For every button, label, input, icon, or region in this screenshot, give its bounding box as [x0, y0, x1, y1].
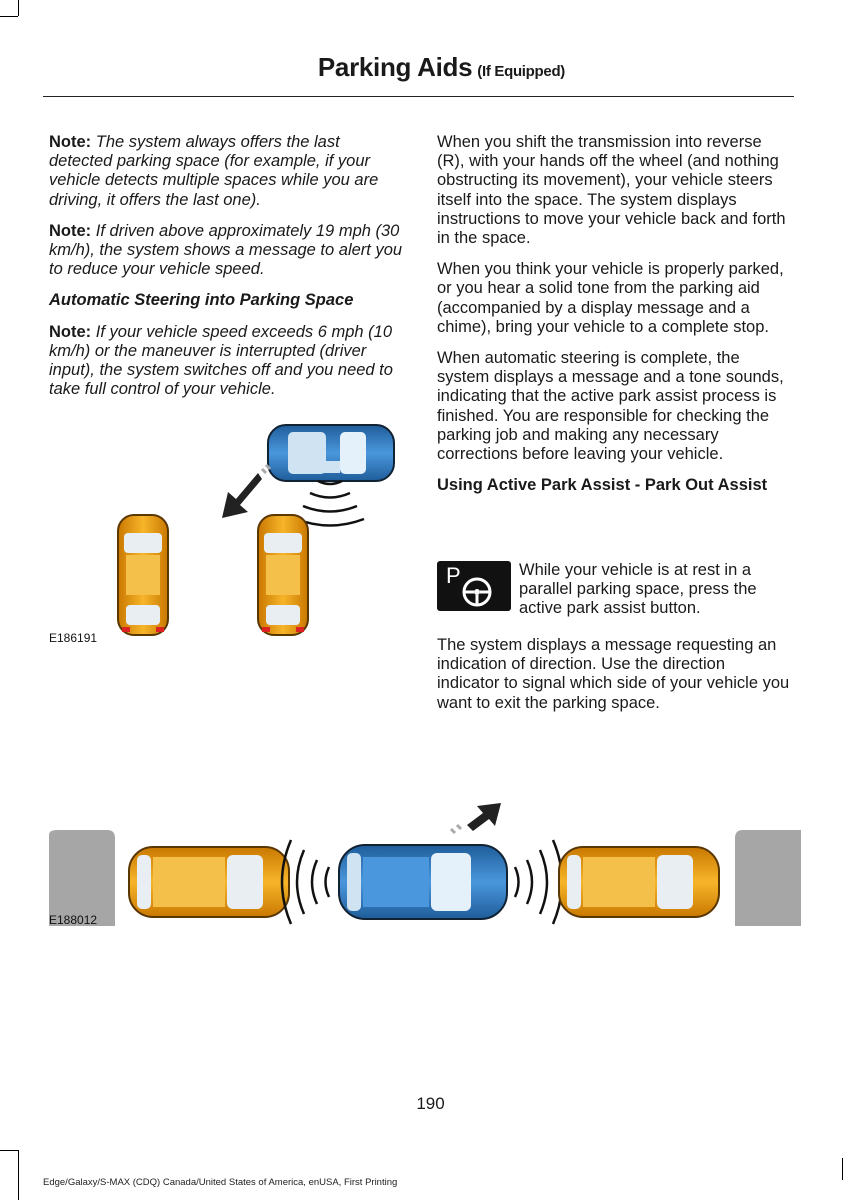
note-label: Note: [49, 133, 92, 151]
note-label: Note: [49, 322, 92, 341]
sensor-waves [515, 840, 562, 924]
figure-label: E188012 [49, 913, 98, 927]
crop-mark [0, 16, 18, 17]
crop-mark [0, 1150, 18, 1151]
direction-arrow-icon [451, 803, 501, 833]
note-last-space [49, 133, 405, 210]
right-column-lower [437, 636, 791, 725]
note-text: The system always offers the last detected parking space (for example, if your vehicle detects multiple spaces while you are driving, it offers the last one). [49, 133, 379, 209]
left-column [49, 133, 405, 411]
section-heading: Using Active Park Assist - Park Out Assist [437, 476, 768, 495]
icon-letter: P [446, 563, 461, 588]
parking-illustration-2 [49, 795, 801, 930]
orange-car [559, 847, 719, 917]
active-park-assist-icon [437, 561, 511, 611]
paragraph: When you shift the transmission into reverse (R), with your hands off the wheel (and nothing obstructing its movement), your vehicle steers itself into the space. The system displays instructions to move your vehicle back and forth in the space. [437, 133, 786, 248]
note-label: Note: [49, 221, 92, 240]
paragraph: When automatic steering is complete, the system displays a message and a tone sounds, indicating that the active park assist process is finished. You are responsible for checking the parking job and making any necessary corrections before leaving your vehicle. [437, 349, 784, 464]
crop-mark [842, 1158, 843, 1180]
blue-car [268, 425, 394, 481]
figure-label: E186191 [49, 631, 98, 645]
parking-illustration-1 [100, 415, 400, 645]
icon-description: While your vehicle is at rest in a parallel parking space, press the active park assist button. [519, 561, 757, 618]
section-subheading: Automatic Steering into Parking Space [49, 291, 354, 310]
note-text: If your vehicle speed exceeds 6 mph (10 km/h) or the maneuver is interrupted (driver input), the system switches off and you need to take full control of your vehicle. [49, 322, 393, 399]
orange-car [118, 515, 168, 635]
curb-block [49, 830, 115, 926]
crop-mark [18, 1150, 19, 1200]
page-title [318, 52, 565, 83]
paragraph: When you think your vehicle is properly parked, or you hear a solid tone from the parking aid (accompanied by a display message and a chime), bring your vehicle to a complete stop. [437, 260, 784, 336]
crop-mark [18, 0, 19, 16]
header-rule [43, 96, 794, 97]
orange-car [129, 847, 289, 917]
blue-car [339, 845, 507, 919]
page-number: 190 [416, 1094, 445, 1113]
orange-car [258, 515, 308, 635]
page-title-main: Parking Aids [317, 52, 473, 82]
sensor-waves [296, 481, 364, 526]
right-column [437, 133, 791, 507]
direction-arrow-icon [222, 465, 270, 518]
note-maneuver [49, 323, 405, 400]
note-speed-limit [49, 222, 405, 280]
note-text: If driven above approximately 19 mph (30 km/h), the system shows a message to alert you to reduce your vehicle speed. [49, 221, 403, 279]
curb-block [735, 830, 801, 926]
paragraph: The system displays a message requesting an indication of direction. Use the direction indicator to signal which side of your vehicle you want to exit the parking space. [437, 636, 790, 712]
page-title-subtitle: (If Equipped) [477, 63, 565, 80]
footer-text: Edge/Galaxy/S-MAX (CDQ) Canada/United States of America, enUSA, First Printing [43, 1177, 398, 1188]
